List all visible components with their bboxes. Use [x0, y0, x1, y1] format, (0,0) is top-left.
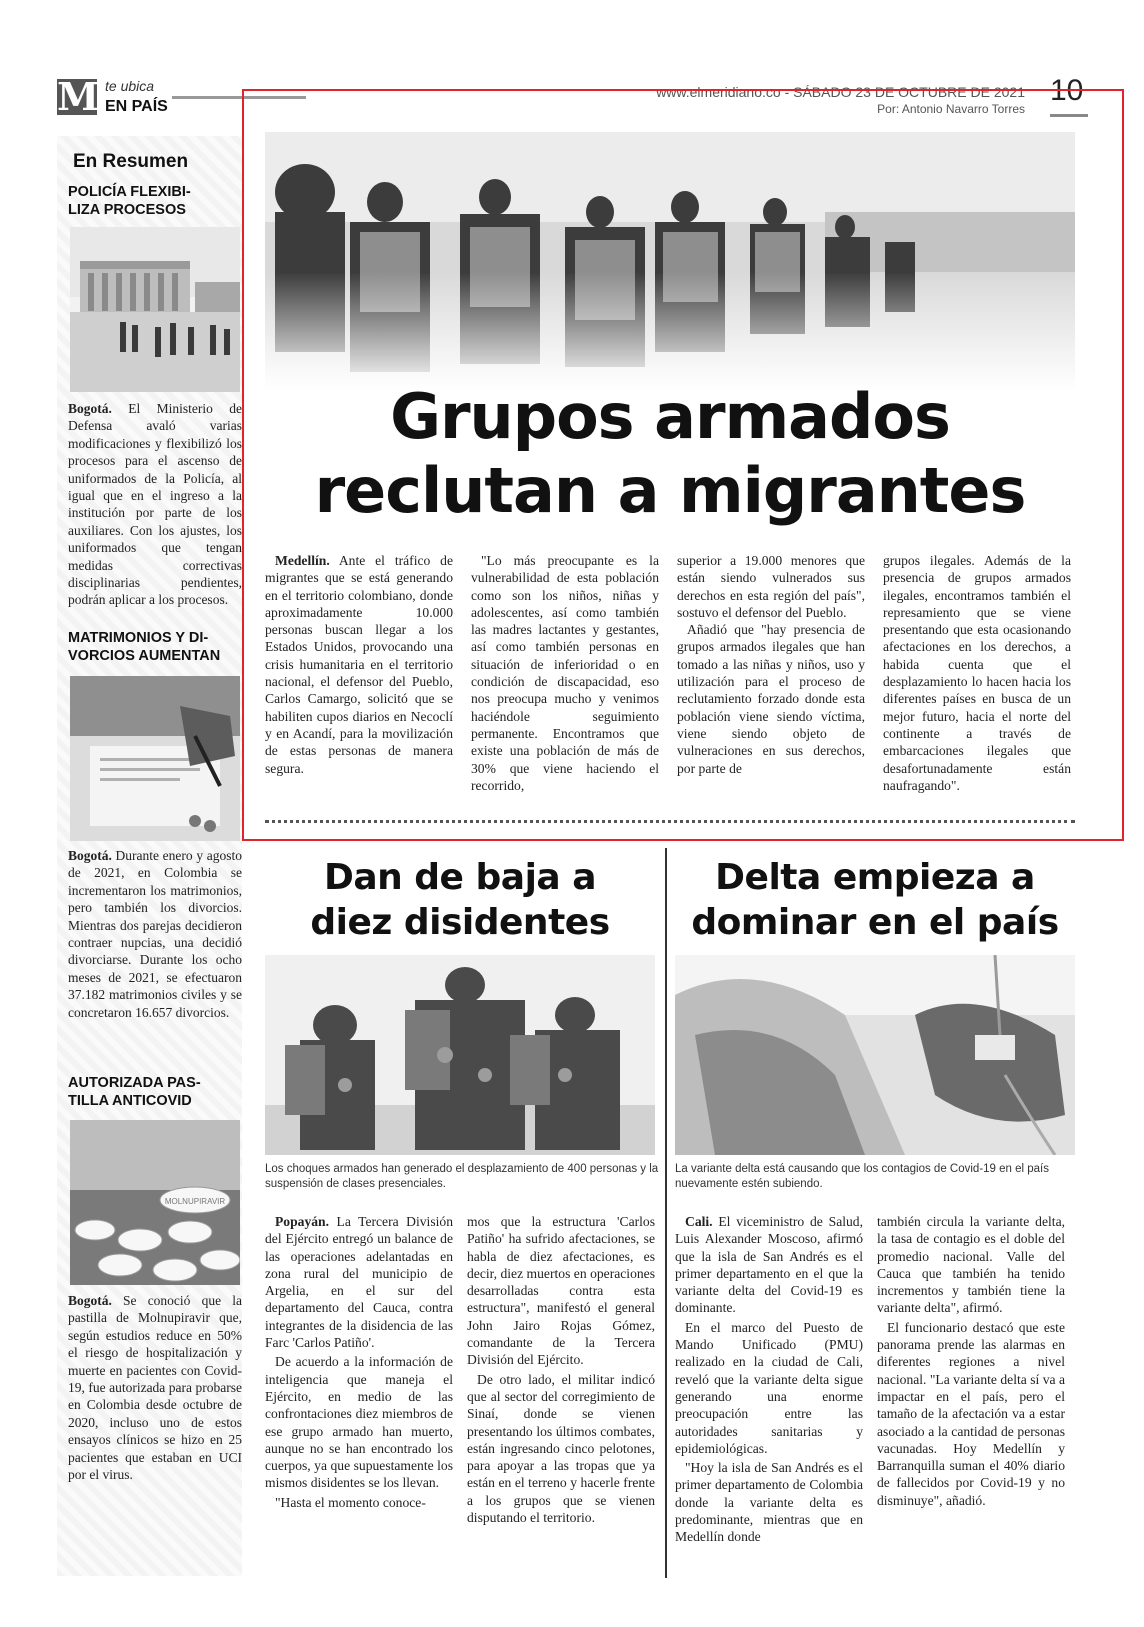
author-byline: Por: Antonio Navarro Torres	[877, 102, 1025, 116]
right-story-headline: Delta empieza a dominar en el país	[691, 857, 1059, 943]
top-story-column-1: Medellín. Ante el tráfico de migrantes que se está generando en el territorio colombiano, donde aproximadamente 10.000 personas buscan llegar a los Estados Unidos, provocando una crisis humanitaria en el territorio nacional, el defensor del Pueblo, Carlos Camargo, solicitó que se habiliten cupos diarios en Necoclí y en Acandí, para la movilización de estas personas de manera segura.	[265, 553, 453, 776]
section-name: EN PAÍS	[105, 98, 168, 115]
left-story-column-2: mos que la estructura 'Carlos Patiño' ha sufrido afectaciones, se habla de diez afectaciones, es decir, diez muertos en operaciones desarrolladas contra esta estructura", manifestó el general John Jairo Rojas Gómez, comandante de la Tercera División del Ejército. De otro lado, el militar indicó que al sector del corregimiento de Sinaí, donde se vienen presentando los últimos combates, están ingresando cinco pelotones, para apoyar a las tropas que ya están en el terreno y hacerle frente a los grupos que se vienen disputando el territorio.	[467, 1214, 655, 1526]
sidebar-text-marriages: Bogotá. Durante enero y agosto de 2021, en Colombia se incrementaron los matrimonios, pero también los divorcios. Mientras dos parejas decidieron contraer nupcias, una decidió divorciarse. Durante los ocho meses de 2021, se efectuaron 37.182 matrimonios civiles y se concretaron 16.657 divorcios.	[68, 848, 242, 1020]
sidebar-headline-police: POLICÍA FLEXIBI- LIZA PROCESOS	[68, 184, 191, 218]
pills-image	[70, 1120, 240, 1285]
signing-document-image	[70, 676, 240, 841]
left-story-headline: Dan de baja a diez disidentes	[310, 857, 610, 943]
top-story-dotted-rule	[265, 820, 1075, 824]
migrants-hero-image	[265, 132, 1075, 390]
left-story-caption: Los choques armados han generado el desplazamiento de 400 personas y la suspensión de clases presenciales.	[265, 1163, 659, 1190]
top-story-column-4: grupos ilegales. Además de la presencia de grupos armados ilegales, encontramos también el represamiento que se viene presentando que esta ocasionando afectaciones en los derechos, a habida cuenta que el desplazamiento lo hacen hacia los diferentes países en busca de un mejor futuro, hacia el norte del continente a través de embarcaciones ilegales que desafortunadamente están naufragando".	[883, 553, 1071, 793]
sidebar-text-police: Bogotá. El Ministerio de Defensa avaló varias modificaciones y flexibilizó los procesos para el ascenso de uniformados de la Policía, al igual que en el ingreso a la institución por parte de los auxiliares. Con los ajustes, los uniformados que tengan medidas correctivas disciplinarias pendientes, podrán aplicar a los procesos.	[68, 401, 242, 608]
soldiers-image	[265, 955, 655, 1155]
page-number: 10	[1050, 74, 1084, 107]
right-story-caption: La variante delta está causando que los contagios de Covid-19 en el país nuevamente estén subiendo.	[675, 1163, 1050, 1190]
left-story-body	[265, 1213, 655, 1528]
top-story-body	[265, 552, 1075, 794]
sidebar-headline-pill: AUTORIZADA PAS- TILLA ANTICOVID	[68, 1075, 201, 1109]
sidebar-title: En Resumen	[73, 151, 189, 172]
left-story-column-1: Popayán. La Tercera División del Ejército entregó un balance de las operaciones adelantadas en zona rural del municipio de Argelia, en el sur del departamento del Cauca, contra integrantes de la disidencia de las Farc 'Carlos Patiño'. De acuerdo a la información de inteligencia que maneja el Ejército, en medio de las confrontaciones diez miembros de ese grupo armado han muerto, aunque no se han encontrado los cuerpos, ya que supuestamente los mismos disidentes se los llevan. "Hasta el momento conoce-	[265, 1214, 453, 1510]
right-story-column-1: Cali. El viceministro de Salud, Luis Alexander Moscoso, afirmó que la isla de San Andrés es el primer departamento en el que la variante delta del Covid-19 es dominante. En el marco del Puesto de Mando Unificado (PMU) realizado en la ciudad de Cali, reveló que la variante delta sigue generando una enorme preocupación entre las autoridades sanitarias y epidemiológicas. "Hoy la isla de San Andrés es el primer departamento de Colombia donde la variante delta es predominante, mientras que en Medellín donde	[675, 1214, 863, 1545]
police-ceremony-image	[70, 227, 240, 392]
pill-label: MOLNUPIRAVIR	[164, 1197, 226, 1206]
top-story-column-3: superior a 19.000 menores que están siendo vulnerados sus derechos en esta región del país", sostuvo el defensor del Pueblo. Añadió que "hay presencia de grupos armados ilegales que han tomado a las niñas y niños, uso y utilización para el proceso de reclutamiento forzado donde esta población viene siendo víctima, viene siendo objeto de vulneraciones en sus derechos, por parte de	[677, 553, 865, 776]
top-story-column-2: "Lo más preocupante es la vulnerabilidad de esta población como son los niños, niñas y adolescentes, así como también las madres lactantes y gestantes, así como también personas en situación de inferioridad o en condición de discapacidad, eso nos preocupa mucho y venimos haciéndole seguimiento permanente. Encontramos que existe una población de más de 30% que viene haciendo el recorrido,	[471, 553, 659, 793]
right-story-body	[675, 1213, 1075, 1548]
right-story-column-2: también circula la variante delta, la tasa de contagio es el doble del promedio nacional. Valle del Cauca que también ha tenido incrementos y también tiene la variante delta", afirmó. El funcionario destacó que este panorama prende las alarmas en diferentes regiones a nivel nacional. "La variante delta sí va a impactar en el país, pero el tamaño de la afectación va a estar asociado a la cantidad de personas vacunadas. Hoy Medellín y Barranquilla suman el 40% diario de fallecidos por Covid-19 y no disminuye", añadió.	[877, 1214, 1065, 1508]
newspaper-logo: M	[57, 74, 98, 119]
column-divider	[665, 848, 667, 1578]
patient-iv-image	[675, 955, 1075, 1155]
logo-tagline: te ubica	[105, 78, 155, 94]
top-story-headline: Grupos armados reclutan a migrantes	[314, 380, 1026, 527]
date-line: www.elmeridiano.co - SÁBADO 23 DE OCTUBRE DE 2021	[656, 84, 1025, 100]
sidebar-headline-marriages: MATRIMONIOS Y DI- VORCIOS AUMENTAN	[68, 630, 221, 664]
sidebar-text-pill: Bogotá. Se conoció que la pastilla de Molnupiravir que, según estudios reduce en 50% el riesgo de hospitalización y muerte en pacientes con Covid-19, fue autorizada para probarse en Colombia desde octubre de 2020, incluso uno de estos ensayos clínicos se hizo en 25 pacientes que estaban en UCI por el virus.	[68, 1293, 242, 1483]
